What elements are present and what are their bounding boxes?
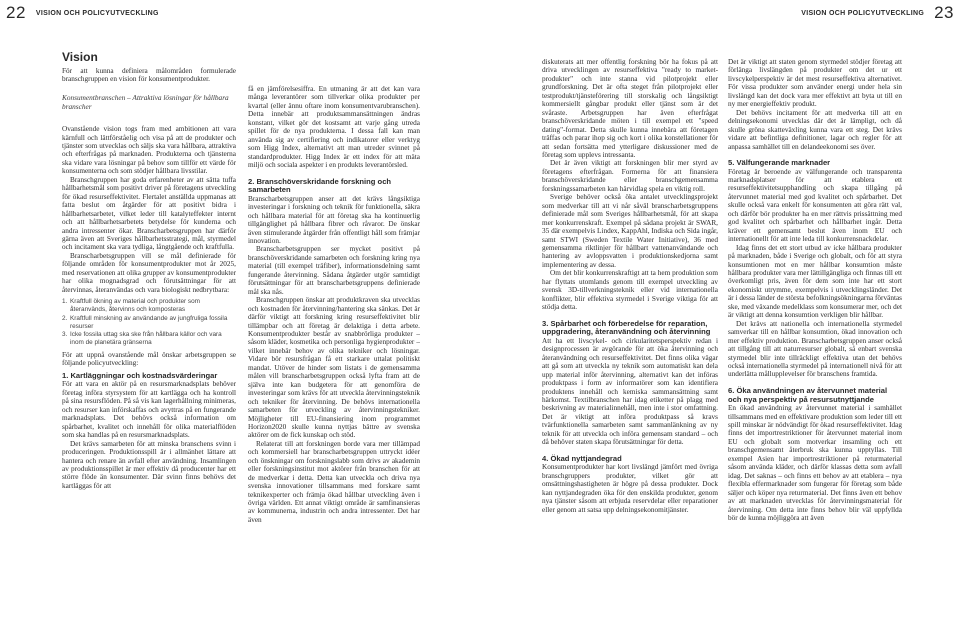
column-2 (248, 85, 420, 633)
paragraph: Branscharbetsgruppen anser att det krävs långsiktiga investeringar i forskning och teknik för funktionella, säkra och hållbara material för att företag ska ha kontinuerlig tillgänglighet på hållbara fibrer och råvaror. De önskar även stimulerande åtgärder från offentligt håll som främjar innovation. (248, 194, 420, 245)
subheading-5: 5. Välfungerande marknader (728, 157, 831, 167)
paragraph: Branscharbetsgruppen vill se mål definierade för följande områden för konsumentprodukter mot år 2025, med reservationen att olika grupper av konsumentprodukter har olika mognadsgrad och förutsättningar för att återvinnas, återanvändas och vara biologiskt nedbrytbara: (62, 251, 236, 294)
paragraph: Konsumentprodukter har kort livslängd jämfört med övriga branschgruppers produkter, vilket gör att omsättningshastigheten är högre på dessa produkter. Dock kan nyttjandegraden öka för den enskilda produkter, genom nya tjänster såsom att erbjuda reservdelar eller reparationer eller genom att satsa upp delningsekonomitjänster. (542, 463, 718, 514)
paragraph: få en jämförelsesiffra. En utmaning är att det kan vara många leverantörer som tillverkar olika produkter per kvartal (eller ännu oftare inom konsumentvarubranschen). Detta innebär att produktsammansättningen ändras konstant, vilket gör det kostsamt att varje gång utreda spillet för de nya produkterna. I dessa fall kan man använda sig av certifiering och indikatorer eller verktyg som Higg Index, alternativt att man utreder svinnet på standardprodukter. Higg Index är ett index för att mäta miljö och sociala aspekter i en produkts leverantörsled. (248, 85, 420, 170)
paragraph: Idag finns det ett stort utbud av icke hållbara produkter på marknaden, både i Sverige och globalt, och för att styra konsumtionen mot en mer hållbar konsumtion måste hållbara produkter vara mer lättillgängliga och finnas till ett överkomligt pris, även för dem som inte har ett stort ekonomiskt utrymme, exempelvis i utvecklingsländer. Det är i dessa länder de största befolkningsökningarna förväntas ske, med växande medelklass som konsumerar mer, och det är viktigt att denna konsumtion verkligen blir hållbar. (728, 243, 902, 320)
column-4 (728, 58, 902, 633)
paragraph: Det är även viktigt att forskningen blir mer styrd av företagens efterfrågan. Formerna för att finansiera branschöverskridande eller branschgemensamma forskningssamarbeten kan härvidlag spela en viktig roll. (542, 159, 718, 193)
right-running-title: VISION OCH POLICYUTVECKLING (801, 9, 925, 17)
list-item: 2. Kraftfull minskning av användande av jungfruliga fossila resurser (62, 314, 228, 330)
left-page-header (6, 0, 159, 26)
paragraph: Branscharbetsgruppen ser mycket positivt på branschöverskridande samarbeten och forskning kring nya material (till exempel träfiber), informationsdelning samt fungerande återvinning. Sådana åtgärder utgör samtidigt förutsättningar för att branscharbetsgruppens definierade mål ska nås. (248, 245, 420, 296)
column-1 (62, 50, 236, 633)
left-page-number: 22 (6, 3, 26, 22)
subheading-6: 6. Öka användningen av återvunnet material och nya perspektiv på resursutnyttjande (728, 385, 888, 404)
vision-intro: För att kunna definiera målområden formulerade branschgruppen en vision för konsumentprodukter. (62, 67, 236, 84)
right-page-number: 23 (934, 3, 954, 22)
subheading-2: 2. Branschöverskridande forskning och samarbeten (248, 176, 392, 195)
paragraph: Om det blir konkurrenskraftigt att ta hem produktion som har flyttats utomlands genom till exempel utveckling av svensk 3D-tillverkningsteknik eller vid internationella konflikter, blir effektiva styrmedel i Sverige viktiga för att stödja detta. (542, 269, 718, 312)
paragraph: Relaterat till att forskningen borde vara mer tillämpad och kommersiell har branscharbetsgruppen uttryckt idéer och önskningar om forskningslabb som drivs av akademin eller forskningsinstitut mot aktörer från branschen för att de medverkar i detta. Detta kan utveckla och driva nya svenska innovationer tillsammans med forskare samt teknikexperter och främja ökad hållbar utveckling även i övriga världen. Ett annat viktigt område är samfinansieras av kommunerna, industrin och andra intressenter. Det har även (248, 439, 420, 524)
subheading-1: 1. Kartläggningar och kostnadsvärderingar (62, 370, 218, 380)
paragraph: För att uppnå ovanstående mål önskar arbetsgruppen se följande policyutveckling: (62, 350, 236, 368)
subheading-4: 4. Ökad nyttjandegrad (542, 453, 622, 463)
paragraph: Att ha ett livscykel- och cirkularitetsperspektiv redan i designprocessen är avgörande för att öka återvinning och återanvändning och resurseffektivitet. Det finns olika vägar att gå som att utveckla ny teknik som automatiskt kan dela upp material inför återvinning, alternativt kan det införas produktpass i form av informatörer som kan identifiera produktens innehåll och kemiska sammansättning samt härkomst. Textilbranschen har idag etiketter på plagg med beskrivning av materialinnehåll, men inte i stor omfattning. Det är viktigt att införa produktpass så kravs tvärfunktionella samarbeten samt sammanlänkning av ny teknik för att utveckla och införa gemensam standard – och då behöver staten skapa förutsättningar för detta. (542, 336, 718, 447)
paragraph: Branschgruppen har goda erfarenheter av att sätta tuffa hållbarhetsmål som positivt driver på företagens utveckling för ökad resurseffektivitet. Flertalet anställda uppmanas att fatta beslut om åtgärder för att positivt bidra i hållbarhetsarbetet, vilket leder till katalyteffekter internt och att hållbarhetsarbetets betydelse för kunderna och andra intressenter ökar. Branscharbetsgruppen har därför gärna även att Sveriges hållbarhetsstrategi, mål, styrmedel och incitament ska vara tydliga, långtgående och kraftfulla. (62, 175, 236, 252)
right-page-header (801, 0, 954, 26)
paragraph: Företag är beroende av välfungerande och transparenta marknadsplatser för att etablera ett resurseffektivitetsupphandling och skapa tillgång på återvunnet material med god kvalitet och spårbarhet. Det skulle också vara enkelt för konsumenten att göra rätt val, och därför bör produkter ha en mer rättvis prissättning med god kvalitet och spårbarhet och hållbarhet ingår. Detta kräver ett gemensamt beslut även inom EU och internationellt för att inte leda till konkurrensnackdelar. (728, 167, 902, 244)
goals-list (62, 298, 236, 347)
column-3 (542, 58, 718, 633)
paragraph: Det krävs samarbeten för att minska branschens svinn i produceringen. Produktionsspill är i allmänhet lättare att hantera och renare än avfall efter användning. Insamlingen av produktionsspillet är mer effektiv då producenter har ett större flöde än konsumenter. Där svinn finns behövs det kartläggas för att (62, 439, 236, 490)
paragraph: En ökad användning av återvunnet material i samhället tillsammans med en effektivare produktion som leder till ett spill minskar är nödvändigt för ökad resurseffektivitet. Idag finns det importrestriktioner för återvunnet material inom EU och globalt som motverkar insamling och ett branschgemensamt återbruk ska kunna upptyllas. Till exempel Asien har importrestriktioner på returmaterial såsom använda kläder, och därför klassas detta som avfall idag. Det saknas – och finns ett behov av att etablera – nya flexibla effermarknader som fungerar för företag som både säljer och köper nya returmaterial. Det finns även ett behov av att marknaden utvecklas för återvinningsmaterial för återvinning. Om detta inte finns behov blir väl uppfyllda bör de kunna möjliggöra att även (728, 404, 902, 522)
left-running-title: VISION OCH POLICYUTVECKLING (35, 9, 159, 17)
paragraph: Ovanstående vision togs fram med ambitionen att vara kärnfull och lättförståelig och visa på att de produkter och tjänster som utvecklas och säljs ska vara hållbara, attraktiva och efterfrågas på marknaden. Produkterna och tjänsterna ska vidare vara lösningar på behov som tillför ett värde för konsumenterna och som stödjer hållbara livsstilar. (62, 125, 236, 176)
paragraph: För att vara en aktör på en resursmarknadsplats behöver företag införa styrsystem för att kartlägga och ha kontroll på sina resursflöden. På så vis kan lagerhållning minimeras, och resurser kan införskaffas och avyttras på en fungerande marknadsplats. Det behövs också information om spårbarhet, kvalitet och innehåll för olika materialflöden som ska handlas på en resursmarknadsplats. (62, 380, 236, 440)
paragraph: Det är viktigt att staten genom styrmedel stödjer företag att förlänga livslängden på produkter om det ur ett livscykelperspektiv är det mest resurseffektiva alternativet. För vissa produkter som använder energi under hela sin livslängd kan det dock vara mer effektivt att byta ut till en ny mer energieffektiv produkt. (728, 58, 902, 109)
list-item: 3. Icke fossila uttag ska ske från hållbara källor och vara inom de planetära gränserna (62, 331, 222, 347)
vision-quote: Konsumentbranschen – Attraktiva lösningar för hållbara branscher (62, 92, 229, 111)
paragraph: Branschgruppen önskar att produktkraven ska utvecklas och kostnaden för återvinning/hantering ska sänkas. Det är därför viktigt att forskning kring resurseffektivitet blir tillämpbar och att företag är delaktiga i detta arbete. Konsumentprodukter består av snabbrörliga produkter – såsom kläder, kosmetika och personliga hygienprodukter – vilket innebär behov av olika tekniker och lösningar. Vidare bör resursfrågan få ett starkare uttalat politiskt mandat. Utöver de hinder som listats i de gemensamma målen vill branscharbetsgruppen också lyfta fram att de själva inte kan budgetera för att genomföra de investeringar som krävs för att utveckla återvinningsteknik och tekniker för återvinning. De behövs internationella samarbeten för utveckling av återvinningstekniker. Möjligheter till EU-finansiering inom programmet Horizon2020 skulle kunna nyttjas bättre av svenska aktörer om de fick kunskap och stöd. (248, 296, 420, 440)
document-spread (0, 50, 960, 633)
paragraph: diskuterats att mer offentlig forskning bör ha fokus på att driva utvecklingen av resurseffektiva "ready to market-produkter" och inte stanna vid pilotprojekt eller grundforskning. Det är ofta steget från pilotprojekt eller testprodukt/tjänsteförering till storskalig och långsiktigt kommersiellt gångbar produkt eller tjänst som är det svåraste. Arbetsgruppen har även efterfrågat branschöverskridande möten i till exempel ett "speed dating"-format. Detta skulle kunna innebära att företagen träffas och parar ihop sig och kort i olika konstellationer för att sedan fortsätta med ytterligare diskussioner med de företag som upplevs intressanta. (542, 58, 718, 159)
paragraph: Det behövs incitament för att medverka till att en delningsekonomi utvecklas där det är lämpligt, och då skulle gröna skatteväxling kunna vara ett steg. Det krävs vidare att befintliga definitioner, lagar och regler för att anpassa samhället till en delandeekonomi ses över. (728, 108, 902, 151)
subheading-3: 3. Spårbarhet och förberedelse för reparation, uppgradering, återanvändning och återvinning (542, 318, 711, 337)
paragraph: Det krävs att nationella och internationella styrmedel samverkar till en hållbar konsumtion, ökad innovation och mer effektiv produktion. Branscharbetsgruppen anser också att tillgång till att naturresurser globalt, så enbart svenska styrmedel blir inte tillräckligt effektiva utan det behövs också internationella styrmedel på internationell nivå för att underlätta mållupplevelser för branschens framtida. (728, 319, 902, 379)
paragraph: Sverige behöver också öka antalet utvecklingsprojekt som medverkar till att vi når såväl branscharbetsgruppens definierade mål som Sveriges hållbarhetsmål, för att skapa mer konkurrenskraft. Exempel på sådana projekt är SWAR, 35 där exempelvis Lindex, KappAhl, Indiska och Sida ingår, samt STWI (Sweden Textile Water Initiative), 36 med gemensamma riktlinjer för hållbart vattenanvändande och hantering av avloppsvatten i produktionskedjorna samt implementering av dessa. (542, 193, 718, 269)
section-heading-vision: Vision (62, 50, 98, 64)
list-item: 1. Kraftfull ökning av material och produkter som återanvänds, återvinns och komposteras (62, 298, 201, 313)
